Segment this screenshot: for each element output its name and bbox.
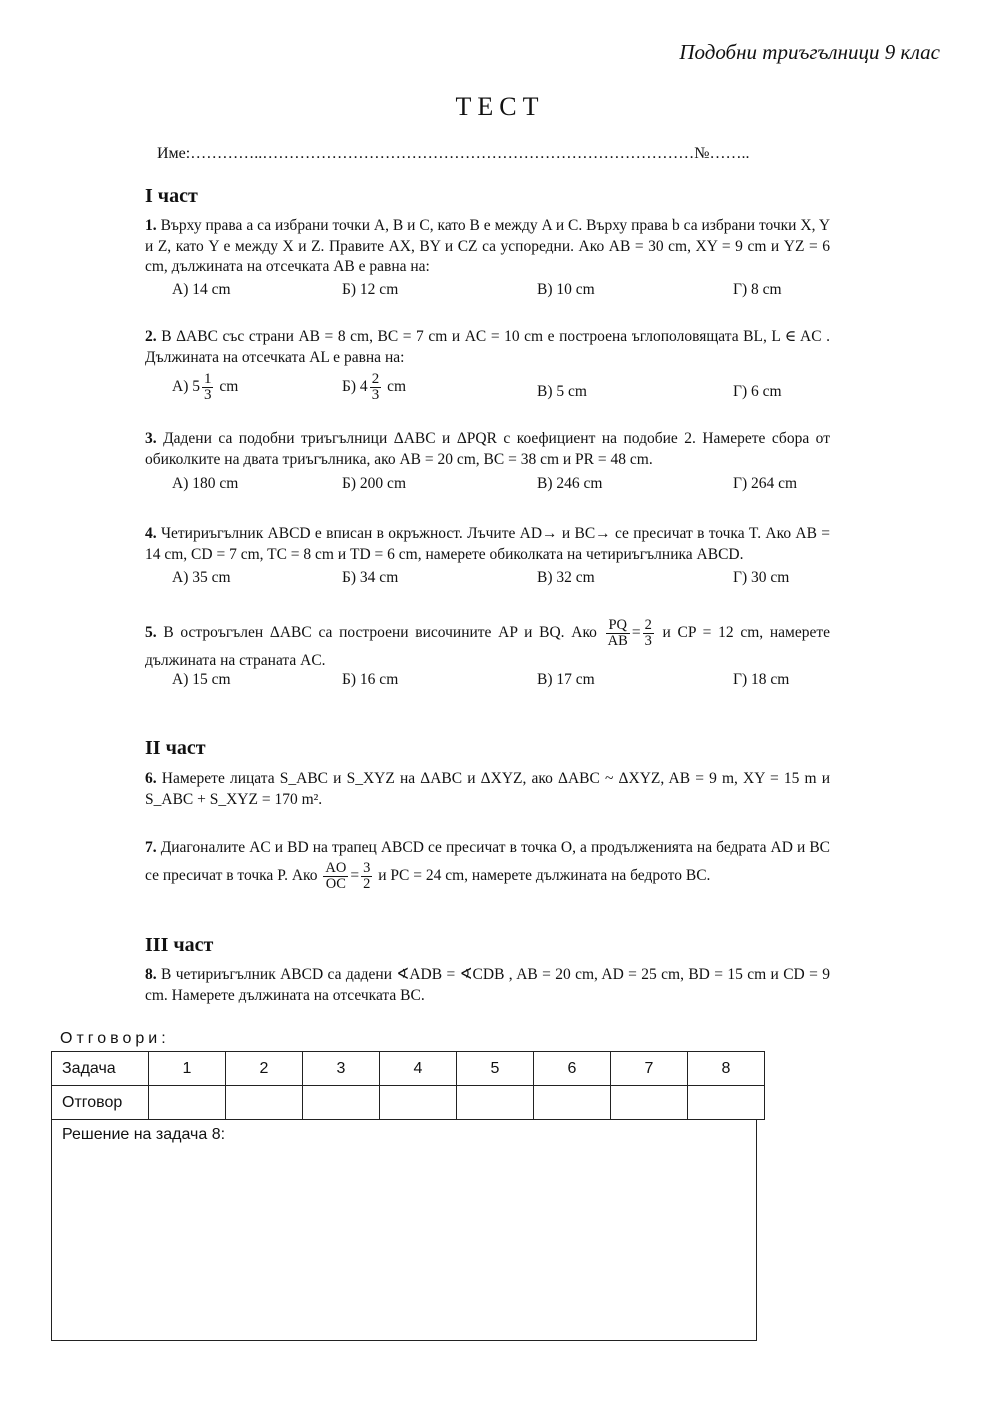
question-number: 6.	[145, 770, 157, 787]
fraction-numerator: PQ	[606, 618, 630, 634]
task-number: 6	[534, 1052, 611, 1086]
question-3-options	[172, 475, 852, 497]
option-d[interactable]: Г) 18 cm	[733, 671, 790, 688]
question-text: Дадени са подобни триъгълници ΔABC и ΔPQR с коефициент на подобие 2. Намерете сбора от обиколките на двата триъгълника, ако AB = 20 cm, BC = 38 cm и PR = 48 cm.	[145, 430, 830, 468]
option-prefix: Б) 4	[342, 378, 368, 396]
question-5	[145, 618, 830, 673]
option-b[interactable]: Б) 200 cm	[342, 475, 406, 492]
fraction-numerator: 3	[363, 860, 371, 876]
option-b[interactable]: Б) 34 cm	[342, 569, 399, 586]
question-5-options	[172, 671, 852, 693]
question-number: 1.	[145, 217, 157, 234]
option-c[interactable]: В) 10 cm	[537, 281, 595, 298]
part-1-heading: I част	[145, 185, 198, 207]
table-row	[52, 1086, 765, 1120]
option-c[interactable]: В) 17 cm	[537, 671, 595, 688]
task-number: 3	[303, 1052, 380, 1086]
header-subject: Подобни триъгълници 9 клас	[679, 40, 940, 64]
question-1-options	[172, 281, 852, 303]
name-field-line[interactable]: Име:…………..………………………………………………………………………№……..	[157, 145, 750, 162]
answers-table	[51, 1051, 765, 1120]
fraction-denominator: 3	[203, 387, 212, 403]
option-unit: cm	[387, 378, 406, 396]
option-c[interactable]: В) 5 cm	[537, 383, 587, 400]
solution-box[interactable]	[51, 1119, 757, 1341]
question-2-options	[172, 372, 852, 412]
question-1	[145, 216, 830, 278]
answers-label: Отговори:	[60, 1030, 170, 1047]
fraction-numerator: 1	[203, 371, 212, 387]
task-number: 1	[149, 1052, 226, 1086]
fraction-denominator: OC	[325, 876, 346, 892]
answer-cell-6[interactable]	[534, 1086, 611, 1120]
question-text: Върху права a са избрани точки A, B и C, като B е между A и C. Върху права b са избрани точки X, Y и Z, като Y е между X и Z. Правите AX, BY и CZ са успоредни. Ако AB = 30 cm, XY = 9 cm и YZ = 6 cm, дължината на отсечката AB е равна на:	[145, 217, 831, 275]
answer-cell-4[interactable]	[380, 1086, 457, 1120]
page-title: ТЕСТ	[455, 92, 545, 121]
question-number: 2.	[145, 328, 157, 345]
question-7	[145, 835, 830, 892]
option-a[interactable]: А) 35 cm	[172, 569, 231, 586]
fraction	[361, 861, 372, 892]
task-number: 2	[226, 1052, 303, 1086]
option-b[interactable]: Б) 16 cm	[342, 671, 399, 688]
fraction-denominator: AB	[607, 633, 628, 649]
question-number: 5.	[145, 624, 157, 642]
part-2-heading: II част	[145, 737, 206, 759]
answer-cell-8[interactable]	[688, 1086, 765, 1120]
solution-label: Решение на задача 8:	[62, 1126, 226, 1143]
question-text: В ΔABC със страни AB = 8 cm, BC = 7 cm и AC = 10 cm е построена ъглополовящата BL, L ∈ AC . Дължината на отсечката AL е равна на:	[145, 328, 830, 366]
question-text: В четириъгълник ABCD са дадени ∢ADB = ∢CDB , AB = 20 cm, AD = 25 cm, BD = 15 cm и CD = 9 cm. Намерете дължината на отсечката BC.	[145, 966, 830, 1004]
answer-cell-7[interactable]	[611, 1086, 688, 1120]
question-4	[145, 524, 830, 565]
answer-cell-5[interactable]	[457, 1086, 534, 1120]
option-c[interactable]: В) 32 cm	[537, 569, 595, 586]
question-2	[145, 327, 830, 368]
fraction-denominator: 2	[363, 876, 371, 892]
question-number: 7.	[145, 839, 157, 856]
option-d[interactable]: Г) 264 cm	[733, 475, 798, 492]
question-8	[145, 965, 830, 1006]
fraction	[643, 618, 654, 649]
question-text: и CP = 12 cm, намерете дължината на страната AC.	[145, 624, 830, 669]
option-a[interactable]: А) 14 cm	[172, 281, 231, 298]
fraction	[606, 618, 630, 649]
question-text: Четириъгълник ABCD е вписан в окръжност. Лъчите AD→ и BC→ се пресичат в точка T. Ако AB = 14 cm, CD = 7 cm, TC = 8 cm и TD = 6 cm, намерете обиколката на четириъгълника ABCD.	[145, 525, 830, 563]
question-text: и PC = 24 cm, намерете дължината на бедрото BC.	[378, 867, 711, 885]
row-header-answer: Отговор	[52, 1086, 149, 1120]
row-header-task: Задача	[52, 1052, 149, 1086]
equals-sign: =	[631, 624, 641, 642]
option-b[interactable]	[342, 372, 406, 403]
option-unit: cm	[219, 378, 239, 396]
fraction-denominator: 3	[371, 387, 380, 403]
fraction	[323, 861, 348, 892]
part-3-heading: III част	[145, 934, 214, 956]
fraction-numerator: 2	[644, 617, 652, 633]
task-number: 4	[380, 1052, 457, 1086]
question-3	[145, 429, 830, 470]
equals-sign: =	[350, 867, 360, 885]
answer-cell-1[interactable]	[149, 1086, 226, 1120]
fraction	[370, 372, 382, 403]
option-a[interactable]: А) 180 cm	[172, 475, 239, 492]
question-text: Диагоналите AC и BD на трапец ABCD се пресичат в точка O, а продълженията на бедрата AD и BC се пресичат в точка P. Ако	[145, 839, 830, 885]
task-number: 5	[457, 1052, 534, 1086]
question-6	[145, 769, 830, 810]
option-d[interactable]: Г) 30 cm	[733, 569, 790, 586]
fraction-numerator: AO	[325, 860, 347, 876]
question-text: В остроъгълен ΔABC са построени височините AP и BQ. Ако	[163, 624, 597, 642]
table-row	[52, 1052, 765, 1086]
question-text: Намерете лицата S_ABC и S_XYZ на ΔABC и ΔXYZ, ако ΔABC ~ ΔXYZ, AB = 9 m, XY = 15 m и S_ABC + S_XYZ = 170 m².	[145, 770, 831, 808]
fraction-numerator: 2	[371, 371, 380, 387]
option-c[interactable]: В) 246 cm	[537, 475, 603, 492]
question-4-options	[172, 569, 852, 591]
answer-cell-3[interactable]	[303, 1086, 380, 1120]
question-number: 4.	[145, 525, 157, 542]
option-a[interactable]: А) 15 cm	[172, 671, 231, 688]
option-d[interactable]: Г) 6 cm	[733, 383, 782, 400]
answer-cell-2[interactable]	[226, 1086, 303, 1120]
option-b[interactable]: Б) 12 cm	[342, 281, 399, 298]
option-a[interactable]	[172, 372, 238, 403]
fraction-denominator: 3	[644, 633, 652, 649]
option-prefix: А) 5	[172, 378, 200, 396]
task-number: 7	[611, 1052, 688, 1086]
option-d[interactable]: Г) 8 cm	[733, 281, 782, 298]
fraction	[202, 372, 214, 403]
question-number: 8.	[145, 966, 157, 983]
question-number: 3.	[145, 430, 157, 447]
task-number: 8	[688, 1052, 765, 1086]
